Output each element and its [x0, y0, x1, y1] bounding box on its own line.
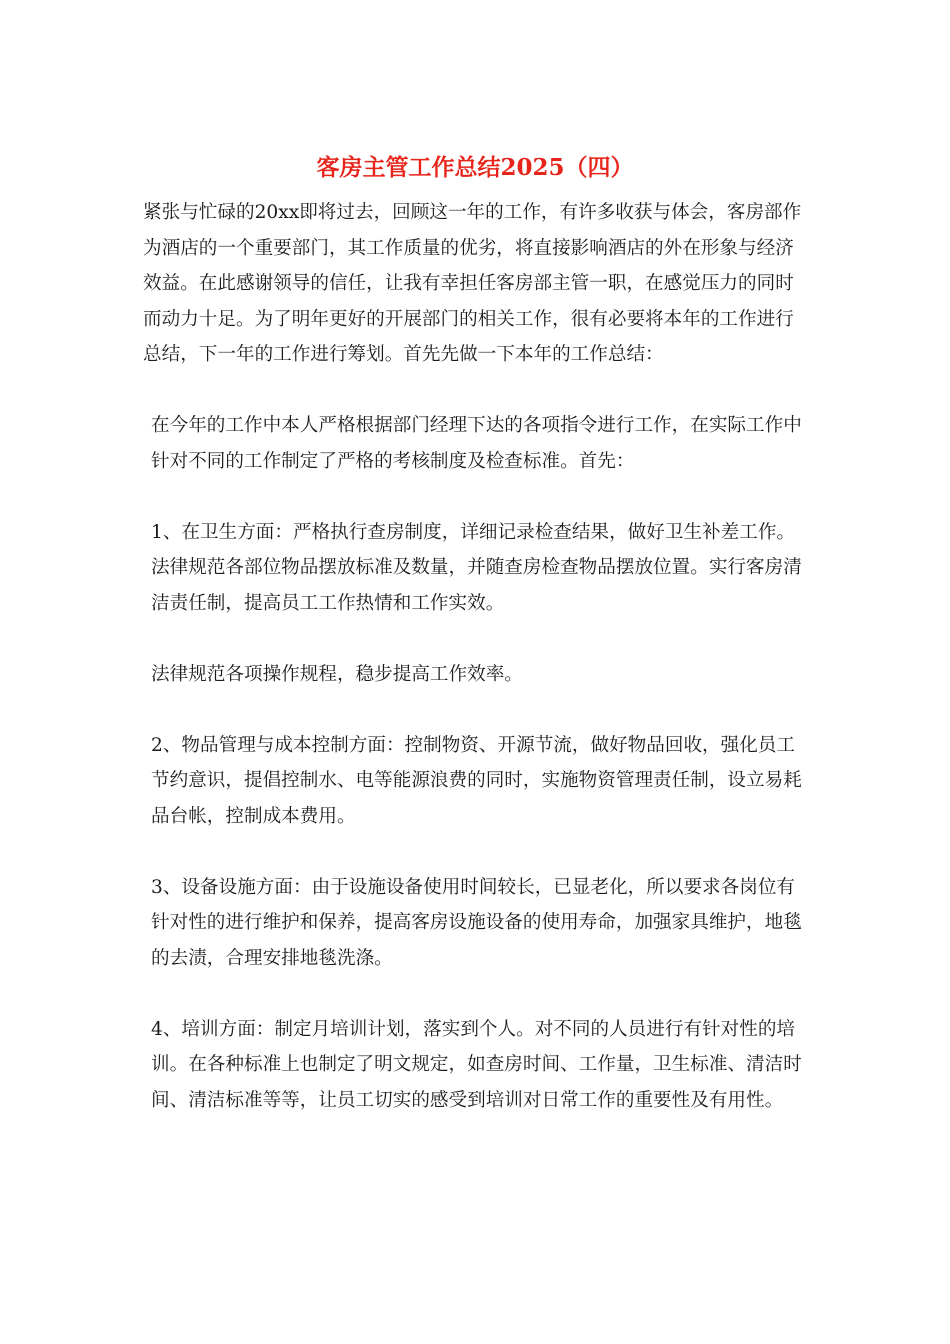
paragraph-gap	[143, 692, 811, 728]
paragraph-gap	[143, 373, 811, 409]
paragraph-equipment: 3、设备设施方面：由于设施设备使用时间较长，已显老化，所以要求各岗位有针对性的进行维护和保养，提高客房设施设备的使用寿命，加强家具维护，地毯的去渍，合理安排地毯洗涤。	[151, 876, 802, 969]
paragraph-gap	[143, 479, 811, 515]
paragraph-gap	[143, 621, 811, 657]
paragraph-work-overview: 在今年的工作中本人严格根据部门经理下达的各项指令进行工作，在实际工作中针对不同的工作制定了严格的考核制度及检查标准。首先：	[151, 415, 802, 472]
paragraph-intro: 紧张与忙碌的20xx即将过去，回顾这一年的工作，有许多收获与体会，客房部作为酒店的一个重要部门，其工作质量的优劣，将直接影响酒店的外在形象与经济效益。在此感谢领导的信任，让我有幸担任客房部主管一职，在感觉压力的同时而动力十足。为了明年更好的开展部门的相关工作，很有必要将本年的工作进行总结，下一年的工作进行筹划。首先先做一下本年的工作总结：	[143, 202, 802, 365]
paragraph-hygiene: 1、在卫生方面：严格执行查房制度，详细记录检查结果，做好卫生补差工作。法律规范各部位物品摆放标准及数量，并随查房检查物品摆放位置。实行客房清洁责任制，提高员工工作热情和工作实效。	[151, 521, 802, 614]
paragraph-gap	[143, 834, 811, 870]
paragraph-gap	[143, 976, 811, 1012]
paragraph-procedures: 法律规范各项操作规程，稳步提高工作效率。	[151, 663, 523, 685]
document-body	[143, 195, 811, 1118]
paragraph-training: 4、培训方面：制定月培训计划，落实到个人。对不同的人员进行有针对性的培训。在各种标准上也制定了明文规定，如查房时间、工作量，卫生标准、清洁时间、清洁标准等等，让员工切实的感受到培训对日常工作的重要性及有用性。	[151, 1018, 802, 1111]
paragraph-cost-control: 2、物品管理与成本控制方面：控制物资、开源节流，做好物品回收，强化员工节约意识，提倡控制水、电等能源浪费的同时，实施物资管理责任制，设立易耗品台帐，控制成本费用。	[151, 734, 802, 827]
document-title: 客房主管工作总结2025（四）	[316, 154, 634, 181]
